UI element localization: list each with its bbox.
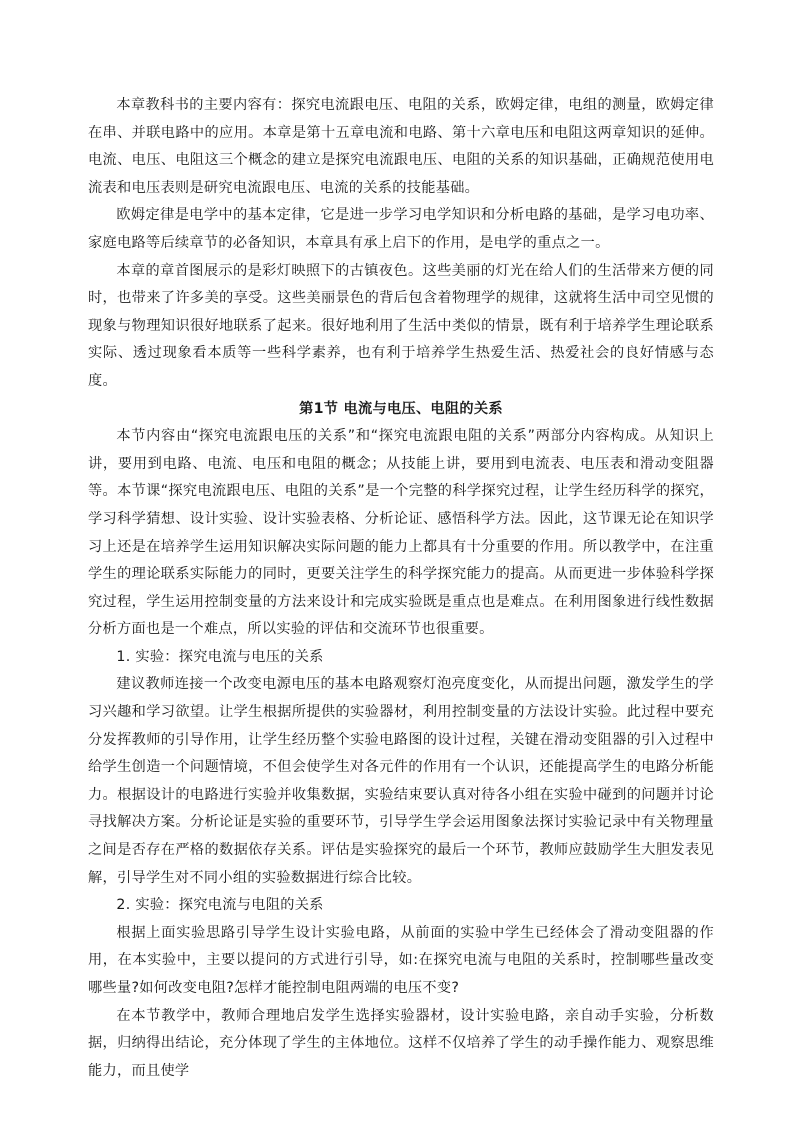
experiment-1-body: 建议教师连接一个改变电源电压的基本电路观察灯泡亮度变化，从而提出问题，激发学生的学习兴趣和学习欲望。让学生根据所提供的实验器材，利用控制变量的方法设计实验。此过程中要充分发挥教师的引导作用，让学生经历整个实验电路图的设计过程，关键在滑动变阻器的引入过程中给学生创造一个问题情境，不但会使学生对各元件的作用有一个认识，还能提高学生的电路分析能力。根据设计的电路进行实验并收集数据，实验结束要认真对待各小组在实验中碰到的问题并讨论寻找解决方案。分析论证是实验的重要环节，引导学生学会运用图象法探讨实验记录中有关物理量之间是否存在严格的数据依存关系。评估是实验探究的最后一个环节，教师应鼓励学生大胆发表见解，引导学生对不同小组的实验数据进行综合比较。 [88, 676, 714, 886]
intro-paragraph-1: 本章教科书的主要内容有：探究电流跟电压、电阻的关系，欧姆定律，电组的测量，欧姆定律在串、并联电路中的应用。本章是第十五章电流和电路、第十六章电压和电阻这两章知识的延伸。电流、电压、电阻这三个概念的建立是探究电流跟电压、电阻的关系的知识基础，正确规范使用电流表和电压表则是研究电流跟电压、电流的关系的技能基础。 [88, 97, 714, 196]
intro-paragraph-2: 欧姆定律是电学中的基本定律，它是进一步学习电学知识和分析电路的基础，是学习电功率、家庭电路等后续章节的必备知识，本章具有承上启下的作用，是电学的重点之一。 [88, 207, 714, 251]
document-page [88, 92, 714, 1085]
closing-paragraph: 在本节教学中，教师合理地启发学生选择实验器材，设计实验电路，亲自动手实验，分析数据，归纳得出结论，充分体现了学生的主体地位。这样不仅培养了学生的动手操作能力、观察思维能力，而且使学 [88, 1007, 714, 1079]
experiment-1-heading: 1. 实验：探究电流与电压的关系 [116, 648, 324, 665]
intro-paragraph-3: 本章的章首图展示的是彩灯映照下的古镇夜色。这些美丽的灯光在给人们的生活带来方便的同时，也带来了许多美的享受。这些美丽景色的背后包含着物理学的规律，这就将生活中司空见惯的现象与物理知识很好地联系了起来。很好地利用了生活中类似的情景，既有利于培养学生理论联系实际、透过现象看本质等一些科学素养，也有利于培养学生热爱生活、热爱社会的良好情感与态度。 [88, 262, 714, 389]
experiment-2-heading: 2. 实验：探究电流与电阻的关系 [116, 897, 324, 914]
section-title: 第1节 电流与电压、电阻的关系 [299, 400, 503, 417]
section-intro-paragraph: 本节内容由“探究电流跟电压的关系”和“探究电流跟电阻的关系”两部分内容构成。从知识上讲，要用到电路、电流、电压和电阻的概念；从技能上讲，要用到电流表、电压表和滑动变阻器等。本节课“探究电流跟电压、电阻的关系”是一个完整的科学探究过程，让学生经历科学的探究，学习科学猜想、设计实验、设计实验表格、分析论证、感悟科学方法。因此，这节课无论在知识学习上还是在培养学生运用知识解决实际问题的能力上都具有十分重要的作用。所以教学中，在注重学生的理论联系实际能力的同时，更要关注学生的科学探究能力的提高。从而更进一步体验科学探究过程，学生运用控制变量的方法来设计和完成实验既是重点也是难点。在利用图象进行线性数据分析方面也是一个难点，所以实验的评估和交流环节也很重要。 [88, 428, 714, 638]
experiment-2-body: 根据上面实验思路引导学生设计实验电路，从前面的实验中学生已经体会了滑动变阻器的作用，在本实验中，主要以提问的方式进行引导，如:在探究电流与电阻的关系时，控制哪些量改变哪些量?如何改变电阻?怎样才能控制电阻两端的电压不变? [88, 924, 714, 996]
